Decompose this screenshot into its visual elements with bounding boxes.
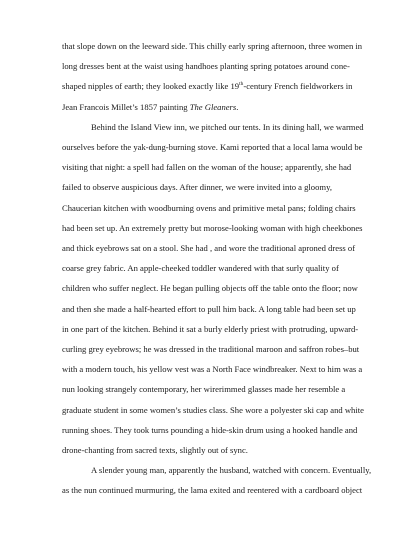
text-run: with a modern touch, his yellow vest was a North Face windbreaker. Next to him was a [62,364,363,375]
text-run: failed to observe auspicious days. After dinner, we were invited into a gloomy, [62,182,332,193]
text-run: had been set up. An extremely pretty but morose-looking woman with high cheekbones [62,222,363,233]
text-line [62,177,362,197]
text-line [62,339,362,359]
text-line [62,480,362,500]
text-run: in one part of the kitchen. Behind it sat a burly elderly priest with protruding, upward- [62,323,359,334]
text-line [62,117,362,137]
text-run: graduate student in some women’s studies class. She wore a polyester ski cap and white [62,404,364,415]
text-run: and thick eyebrows sat on a stool. She had , and wore the traditional aproned dress of [62,243,356,254]
text-line [62,440,362,460]
text-run: and then she made a half-hearted effort to pull him back. A long table had been set up [62,303,356,314]
text-run: drone-chanting from sacred texts, slightly out of sync. [62,445,248,456]
text-line [62,460,372,480]
text-run: curling grey eyebrows; he was dressed in the traditional maroon and saffron robes–but [62,344,360,355]
text-run: long dresses bent at the waist using handhoes planting spring potatoes around cone- [62,61,350,72]
text-line [62,258,362,278]
text-run: running shoes. They took turns pounding a hide-skin drum using a hooked handle and [62,424,358,435]
text-line [62,97,362,117]
text-run: that slope down on the leeward side. This chilly early spring afternoon, three women in [62,41,363,51]
text-line [62,400,362,420]
text-line [62,198,362,218]
body-text [62,36,372,501]
italic-title: The Gleaners [189,101,237,112]
text-line [62,299,362,319]
text-run: -century French fieldworkers in [243,81,353,92]
text-run: nun looking strangely contemporary, her wirerimmed glasses made her resemble a [62,384,346,395]
text-line [62,319,362,339]
superscript: th [239,81,244,88]
text-run: A slender young man, apparently the husband, watched with concern. Eventually, [91,465,372,476]
text-line [62,420,362,440]
text-line [62,137,362,157]
text-run: Chaucerian kitchen with woodburning ovens and primitive metal pans; folding chairs [62,202,356,213]
text-line [62,278,362,298]
text-run: as the nun continued murmuring, the lama exited and reentered with a cardboard object [62,485,363,496]
text-line [62,36,362,56]
text-run: Jean Francois Millet’s 1857 painting [62,101,190,112]
text-run: children who suffer neglect. He began pulling objects off the table onto the floor; now [62,283,358,294]
text-run: Behind the Island View inn, we pitched our tents. In its dining hall, we warmed [91,121,364,132]
text-run: . [236,101,239,112]
text-line [62,359,362,379]
text-run: visiting that night: a spell had fallen on the woman of the house; apparently, she had [62,162,352,173]
text-line [62,238,362,258]
text-line [62,76,362,96]
text-run: ourselves before the yak-dung-burning stove. Kami reported that a local lama would be [62,142,363,153]
text-run: coarse grey fabric. An apple-cheeked toddler wandered with that surly quality of [62,263,339,274]
text-line [62,157,362,177]
text-line [62,56,362,76]
text-line [62,379,362,399]
text-run: shaped nipples of earth; they looked exactly like 19 [62,81,240,92]
text-line [62,218,362,238]
